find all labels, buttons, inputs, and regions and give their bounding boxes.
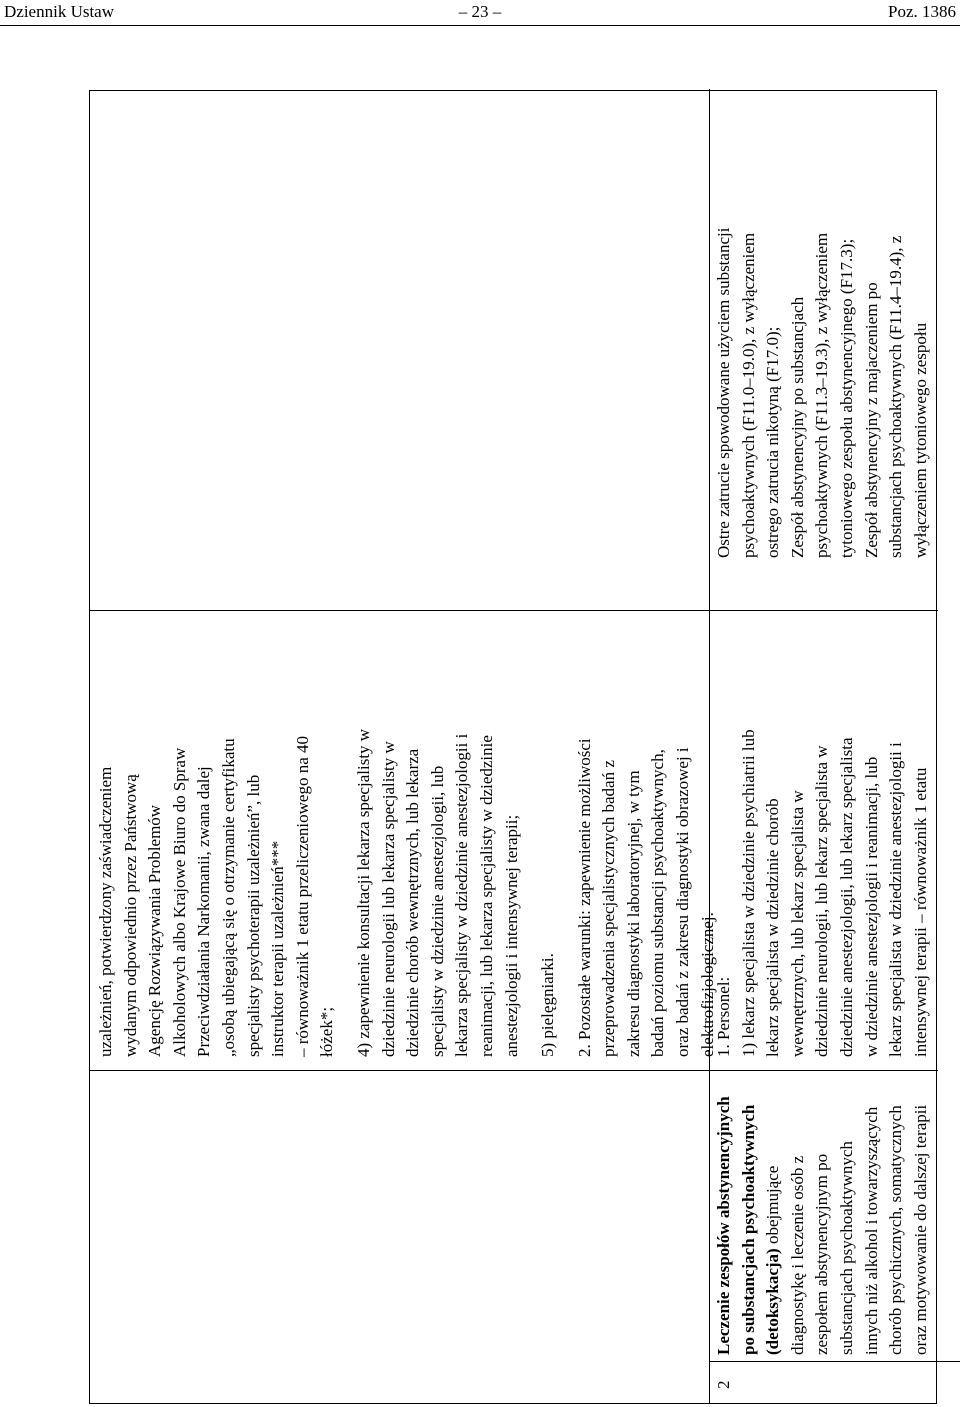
- text-line: Ostre zatrucie spowodowane użyciem substancji: [714, 227, 733, 558]
- text-line: Zespół abstynencyjny z majaczeniem po: [861, 282, 881, 558]
- text-line: substancjach psychoaktywnych (F11.4–19.4), z: [886, 235, 906, 558]
- title-normal-part: obejmujące: [763, 1165, 783, 1249]
- text-line: oraz badań z zakresu diagnostyki obrazowej i: [673, 747, 693, 1057]
- text-line: „osobą ubiegającą się o otrzymanie certyfikatu: [218, 738, 238, 1057]
- text-line: wydanym odpowiednio przez Państwową: [120, 774, 140, 1057]
- personnel-cell: [712, 617, 933, 1057]
- text-line: dziedzinie neurologii lub lekarza specjalisty w: [378, 741, 398, 1057]
- previous-row-requirements: [94, 617, 720, 1057]
- text-line: Leczenie zespołów abstynencyjnych: [714, 1096, 733, 1355]
- text-line: chorób psychicznych, somatycznych: [886, 1105, 906, 1355]
- table-frame: [89, 90, 937, 1404]
- text-line: wewnętrznych, lub lekarz specjalista w: [787, 790, 807, 1057]
- title-bold-part: (detoksykacja): [763, 1248, 783, 1355]
- text-line: dziedzinie chorób wewnętrznych, lub lekarza: [403, 748, 423, 1057]
- page-header: [0, 0, 960, 26]
- row-number-text: 2: [714, 1380, 733, 1389]
- text-line: oraz motywowanie do dalszej terapii: [910, 1104, 930, 1355]
- text-line: psychoaktywnych (F11.0–19.0), z wyłączeniem: [738, 232, 758, 558]
- text-line: elektrofizjologicznej.: [697, 912, 717, 1057]
- text-line: innych niż alkohol i towarzyszących: [861, 1106, 881, 1355]
- text-line: lekarz specjalista w dziedzinie chorób: [763, 798, 783, 1057]
- text-line: zespołem abstynencyjnym po: [812, 1153, 832, 1355]
- service-scope-cell: [712, 1073, 933, 1355]
- text-line: ostrego zatrucia nikotyną (F17.0);: [763, 326, 783, 558]
- text-line: 1) lekarz specjalista w dziedzinie psychiatrii lub: [738, 729, 758, 1057]
- text-line: intensywnej terapii – równoważnik 1 etatu: [910, 767, 930, 1057]
- journal-title: Dziennik Ustaw: [4, 2, 115, 21]
- text-line: – równoważnik 1 etatu przeliczeniowego na 40: [292, 736, 312, 1057]
- text-line: badań poziomu substancji psychoaktywnych,: [648, 749, 668, 1057]
- text-line: Zespół abstynencyjny po substancjach: [787, 296, 807, 558]
- position-number: Poz. 1386: [888, 2, 956, 21]
- text-line: Alkoholowych albo Krajowe Biuro do Spraw: [169, 747, 189, 1057]
- text-line: diagnostykę i leczenie osób z: [787, 1155, 807, 1355]
- text-line: wyłączeniem tytoniowego zespołu: [910, 322, 930, 558]
- text-line: tytoniowego zespołu abstynencyjnego (F17.3);: [836, 238, 856, 558]
- text-line: dziedzinie anestezjologii, lub lekarz specjalista: [836, 737, 856, 1057]
- row-number: [712, 1365, 737, 1389]
- text-line: zakresu diagnostyki laboratoryjnej, w tym: [623, 770, 643, 1057]
- text-line: specjalisty psychoterapii uzależnień”, lub: [243, 774, 263, 1057]
- header-rule: [0, 25, 960, 26]
- text-line: 4) zapewnienie konsultacji lekarza specjalisty w: [353, 728, 373, 1057]
- text-line: Agencję Rozwiązywania Problemów: [145, 804, 165, 1057]
- text-line: lekarza specjalisty w dziedzinie anestezjologii i: [452, 733, 472, 1057]
- text-line: specjalisty w dziedzinie anestezjologii, lub: [427, 765, 447, 1057]
- text-line: w dziedzinie anestezjologii i reanimacji, lub: [861, 756, 881, 1057]
- diagnosis-codes-cell: [712, 98, 933, 558]
- text-line: Przeciwdziałania Narkomanii, zwana dalej: [194, 766, 214, 1057]
- text-line: 2. Pozostałe warunki: zapewnienie możliwości: [574, 738, 594, 1057]
- text-line: po substancjach psychoaktywnych: [738, 1104, 758, 1355]
- column-divider-requirements: [90, 610, 938, 611]
- column-divider-scope: [90, 1070, 938, 1071]
- text-line: instruktor terapii uzależnień***: [268, 840, 288, 1057]
- text-line: 5) pielęgniarki.: [538, 953, 558, 1057]
- text-line: substancjach psychoaktywnych: [836, 1141, 856, 1355]
- text-line: psychoaktywnych (F11.3–19.3), z wyłączeniem: [812, 232, 832, 558]
- text-line: anestezjologii i intensywnej terapii;: [501, 814, 521, 1057]
- text-line: reanimacji, lub lekarza specjalisty w dziedzinie: [476, 735, 496, 1057]
- text-line: przeprowadzenia specjalistycznych badań z: [599, 760, 619, 1057]
- column-divider-number: [710, 1361, 960, 1362]
- text-line: lekarz specjalista w dziedzinie anestezjologii i: [886, 742, 906, 1057]
- rotated-table-page: [89, 90, 937, 1404]
- text-line: uzależnień, potwierdzony zaświadczeniem: [96, 766, 115, 1057]
- text-line: dziedzinie neurologii, lub lekarz specjalista w: [812, 745, 832, 1057]
- text-line: łóżek*;: [317, 1006, 337, 1057]
- page-number: – 23 –: [458, 2, 502, 21]
- text-line: [761, 1073, 786, 1355]
- text-line: 1. Personel:: [714, 976, 733, 1057]
